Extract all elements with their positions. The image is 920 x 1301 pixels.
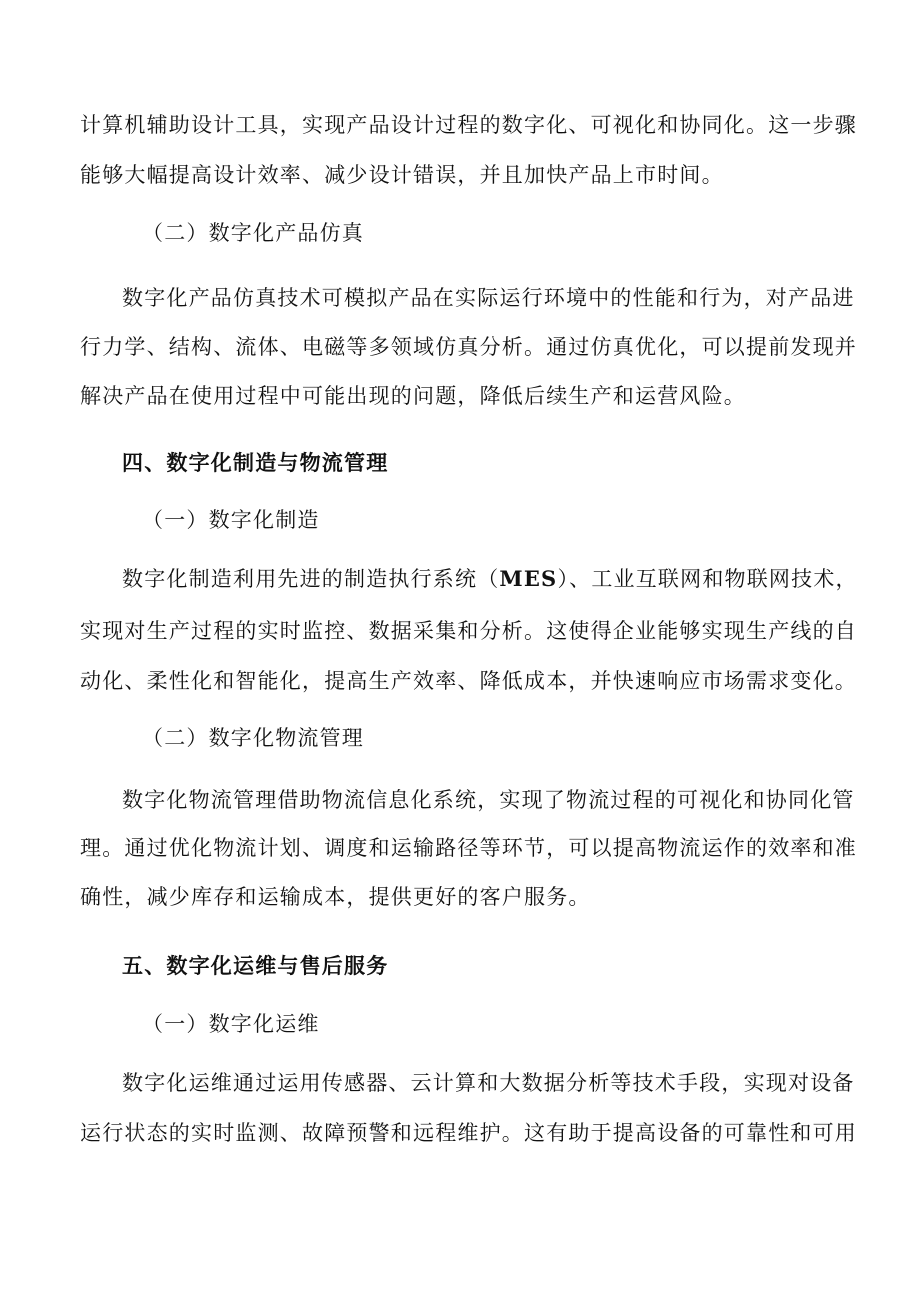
paragraph-line: 解决产品在使用过程中可能出现的问题，降低后续生产和运营风险。 xyxy=(80,384,746,408)
paragraph-line: 运行状态的实时监测、故障预警和远程维护。这有助于提高设备的可靠性和可用 xyxy=(80,1121,857,1145)
paragraph-line: 数字化物流管理借助物流信息化系统，实现了物流过程的可视化和协同化管 xyxy=(122,788,855,812)
subsection-title: （一）数字化运维 xyxy=(142,1012,320,1036)
subsection-title: （二）数字化产品仿真 xyxy=(142,221,364,245)
paragraph-line: 数字化产品仿真技术可模拟产品在实际运行环境中的性能和行为，对产品进 xyxy=(122,286,855,310)
paragraph-line: 能够大幅提高设计效率、减少设计错误，并且加快产品上市时间。 xyxy=(80,163,724,187)
text-segment: ）、工业互联网和物联网技术， xyxy=(557,567,858,591)
mes-abbreviation: MES xyxy=(499,566,558,591)
subsection-title: （一）数字化制造 xyxy=(142,508,320,532)
paragraph-line: 实现对生产过程的实时监控、数据采集和分析。这使得企业能够实现生产线的自 xyxy=(80,619,857,643)
paragraph-line: 行力学、结构、流体、电磁等多领域仿真分析。通过仿真优化，可以提前发现并 xyxy=(80,335,857,359)
paragraph-line: 理。通过优化物流计划、调度和运输路径等环节，可以提高物流运作的效率和准 xyxy=(80,836,857,860)
paragraph-line: 动化、柔性化和智能化，提高生产效率、降低成本，并快速响应市场需求变化。 xyxy=(80,669,857,693)
section-heading: 五、数字化运维与售后服务 xyxy=(122,953,389,978)
paragraph-line: 计算机辅助设计工具，实现产品设计过程的数字化、可视化和协同化。这一步骤 xyxy=(80,113,857,137)
paragraph-line xyxy=(122,564,892,594)
subsection-title: （二）数字化物流管理 xyxy=(142,726,364,750)
text-segment: 数字化制造利用先进的制造执行系统（ xyxy=(122,567,500,591)
section-heading: 四、数字化制造与物流管理 xyxy=(122,450,389,475)
paragraph-line: 确性，减少库存和运输成本，提供更好的客户服务。 xyxy=(80,885,591,909)
paragraph-line: 数字化运维通过运用传感器、云计算和大数据分析等技术手段，实现对设备 xyxy=(122,1071,855,1095)
